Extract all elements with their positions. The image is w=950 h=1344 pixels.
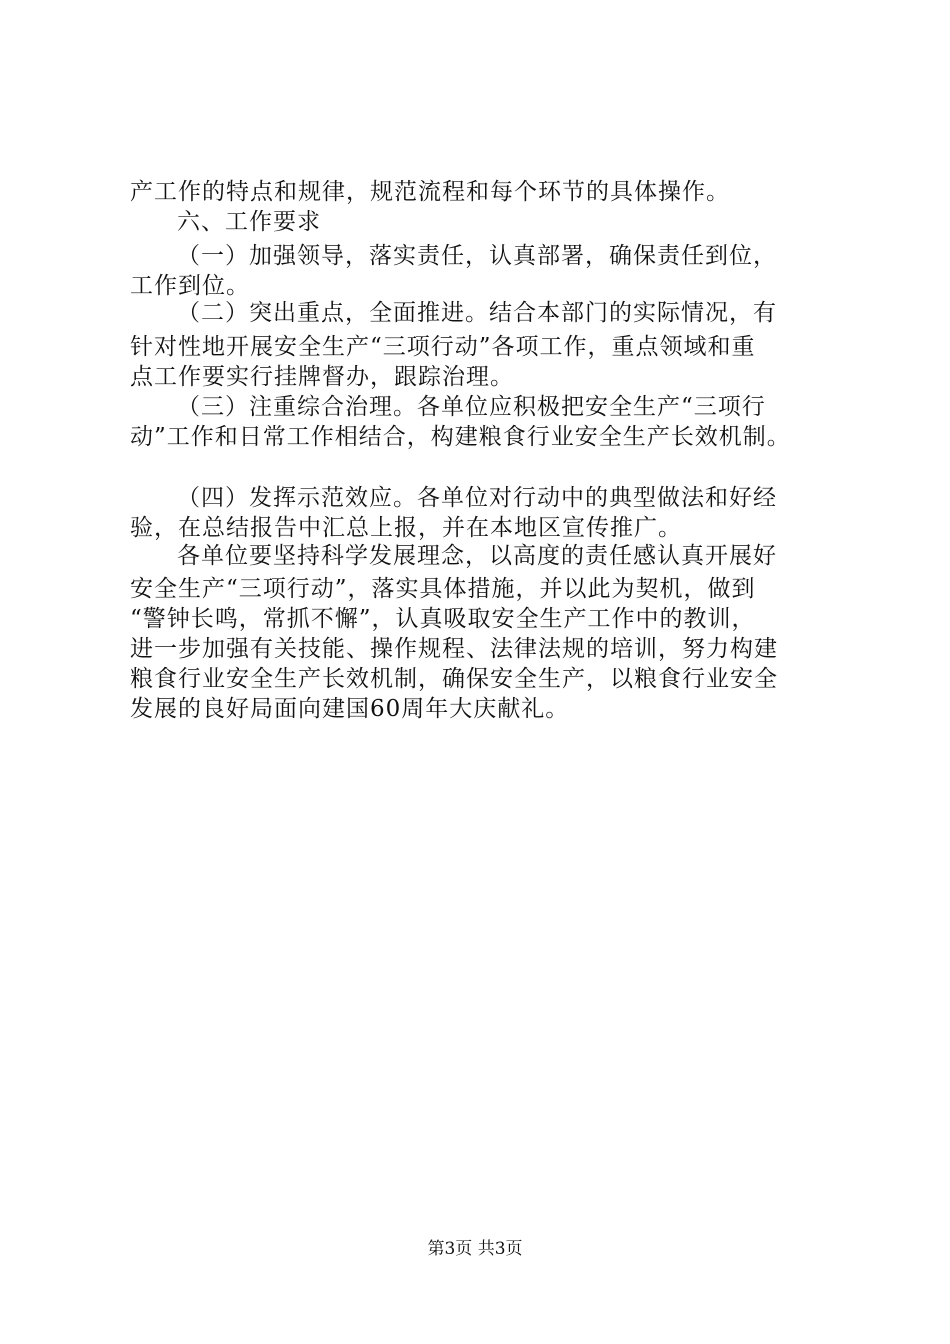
text-line: 各单位要坚持科学发展理念，以高度的责任感认真开展好 (177, 543, 777, 569)
text-line: 发展的良好局面向建国60周年大庆献礼。 (130, 696, 570, 722)
page-number-footer: 第3页 共3页 (427, 1239, 523, 1259)
text-line: （三）注重综合治理。各单位应积极把安全生产“三项行 (177, 394, 766, 420)
section-heading: 六、工作要求 (177, 209, 321, 235)
text-line: 粮食行业安全生产长效机制，确保安全生产，以粮食行业安全 (130, 666, 778, 692)
text-line: （一）加强领导，落实责任，认真部署，确保责任到位， (177, 243, 777, 269)
text-line: “警钟长鸣，常抓不懈”，认真吸取安全生产工作中的教训， (130, 606, 756, 632)
text-line: 针对性地开展安全生产“三项行动”各项工作，重点领域和重 (130, 334, 756, 360)
text-line: 进一步加强有关技能、操作规程、法律法规的培训，努力构建 (130, 636, 778, 662)
text-line: 动”工作和日常工作相结合，构建粮食行业安全生产长效机制。 (130, 424, 791, 450)
text-line: 验，在总结报告中汇总上报，并在本地区宣传推广。 (130, 515, 682, 541)
text-line: 产工作的特点和规律，规范流程和每个环节的具体操作。 (130, 179, 730, 205)
text-line: 工作到位。 (130, 273, 250, 299)
text-line: 安全生产“三项行动”，落实具体措施，并以此为契机，做到 (130, 576, 756, 602)
text-line: （四）发挥示范效应。各单位对行动中的典型做法和好经 (177, 485, 777, 511)
text-line: 点工作要实行挂牌督办，跟踪治理。 (130, 364, 514, 390)
text-line: （二）突出重点，全面推进。结合本部门的实际情况，有 (177, 300, 777, 326)
